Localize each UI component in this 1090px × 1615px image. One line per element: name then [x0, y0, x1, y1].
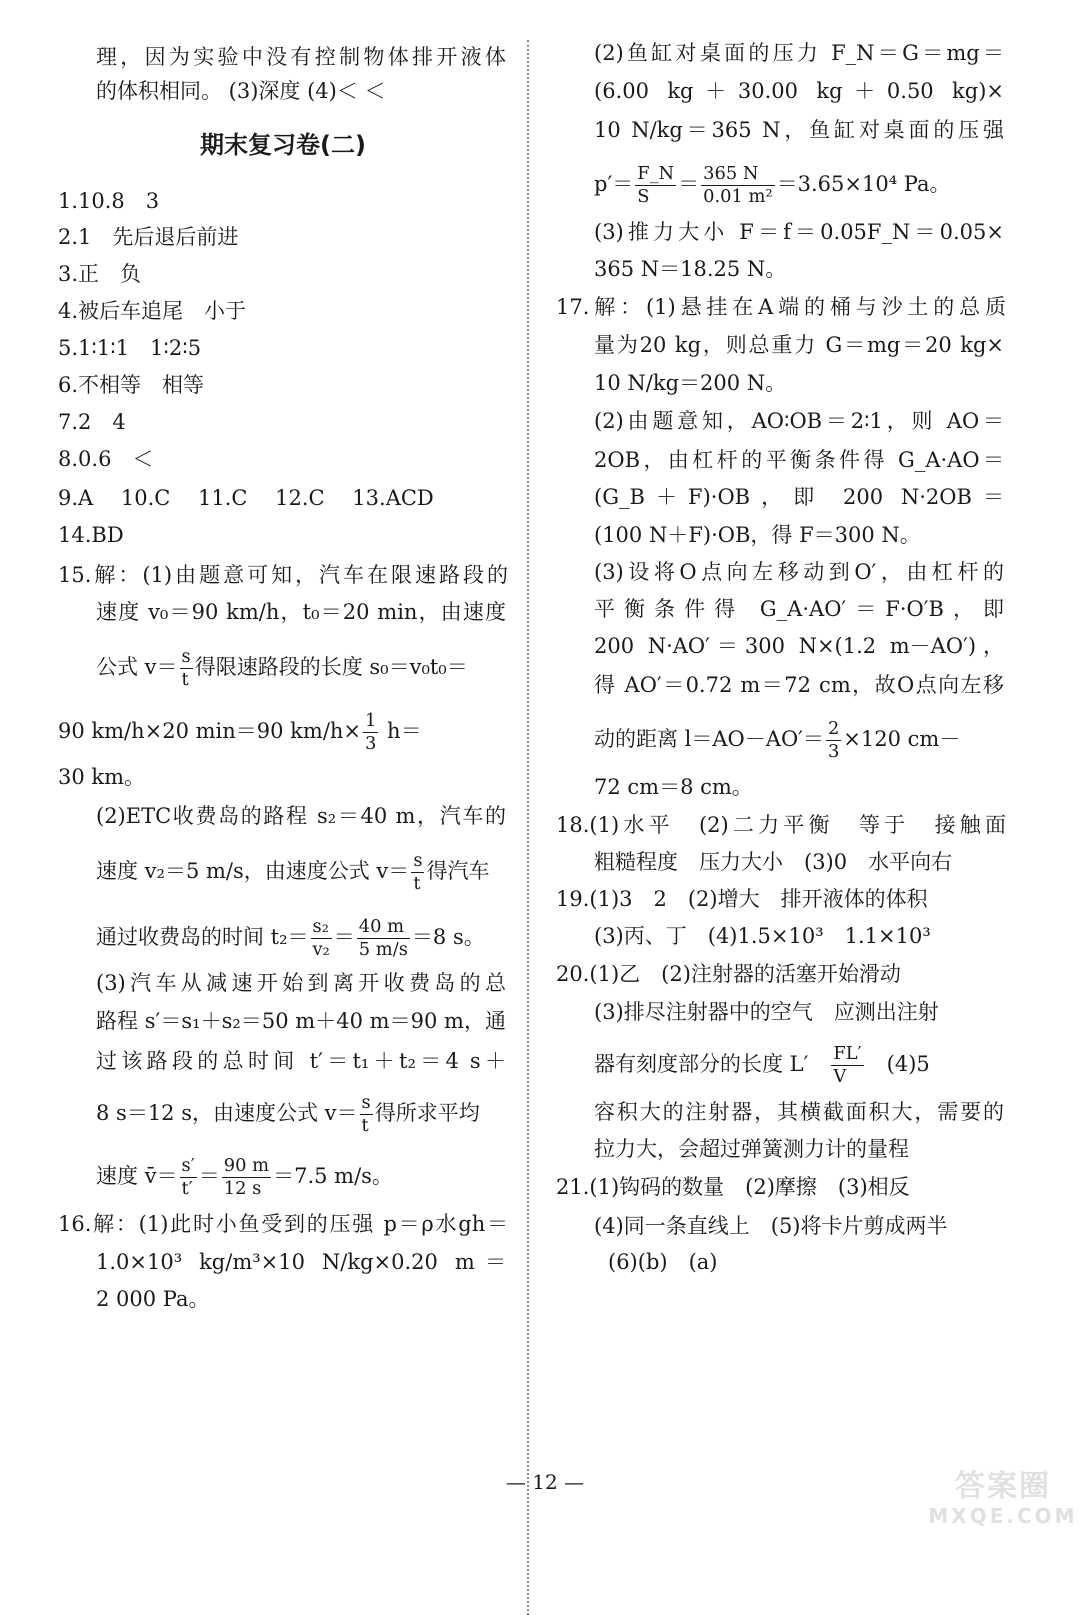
q20-line: 器有刻度部分的长度 L′ $\frac{FL'}{V}$ (4)5 [594, 1043, 930, 1087]
q17-line: 得 AO′＝0.72 m＝72 cm，故O点向左移 [594, 673, 1004, 697]
q19-line: 19.(1)3 2 (2)增大 排开液体的体积 [556, 887, 928, 911]
q15-line: 速度 v₀＝90 km/h，t₀＝20 min，由速度 [96, 600, 506, 624]
q15-line: 速度 v̄＝ $\frac{s'}{t'}$ ＝ $\frac{90 m}{12 s}$ ＝7.5 m/s。 [96, 1155, 393, 1199]
q17-line: (G_B＋F)·OB，即 200 N·2OB＝ [594, 485, 1004, 509]
q19-line: (3)丙、丁 (4)1.5×10³ 1.1×10³ [594, 924, 931, 948]
q21-line: (4)同一条直线上 (5)将卡片剪成两半 [594, 1214, 948, 1238]
q17-line: 平衡条件得 G_A·AO′＝F·O′B，即 [594, 597, 1004, 621]
intro-line: 的体积相同。 (3)深度 (4)＜ ＜ [96, 79, 386, 103]
fraction: $\frac{\text{s₂}}{\text{v₂}}$ [312, 916, 330, 960]
q15-line: (3)汽车从减速开始到离开收费岛的总 [96, 971, 506, 995]
q15-line: 90 km/h×20 min＝90 km/h× $\frac{1}{3}$ h＝ [58, 710, 422, 754]
fraction: $\frac{40 m}{5 m/s}$ [358, 916, 408, 960]
answer-line: 2.1 先后退后前进 [58, 225, 239, 249]
q17-line: 2OB，由杠杆的平衡条件得 G_A·AO＝ [594, 448, 1004, 472]
q15-line: 过该路段的总时间 t′＝t₁＋t₂＝4 s＋ [96, 1049, 506, 1073]
fraction: $\frac{s}{t}$ [361, 1092, 371, 1136]
q16-line: (2)鱼缸对桌面的压力 F_N＝G＝mg＝ [594, 41, 1004, 65]
fraction: $\frac{1}{3}$ [365, 710, 377, 754]
q16-line: 10 N/kg＝365 N，鱼缸对桌面的压强 [594, 118, 1004, 142]
fraction: $\frac{2}{3}$ [827, 718, 840, 762]
q17-line: 量为20 kg，则总重力 G＝mg＝20 kg× [594, 333, 1004, 357]
fraction: $\frac{s}{t}$ [413, 850, 423, 894]
intro-line: 理，因为实验中没有控制物体排开液体 [96, 45, 506, 69]
q20-line: 拉力大，会超过弹簧测力计的量程 [594, 1137, 909, 1161]
q16-line: 365 N＝18.25 N。 [594, 257, 787, 281]
q15-line: 30 km。 [58, 765, 146, 789]
q16-line: p′＝ $\frac{F\_N}{S}$ ＝ $\frac{365 N}{\text{0.01 m²}}$ ＝3.65×10⁴ Pa。 [594, 163, 951, 207]
fraction: $\frac{s}{t}$ [181, 646, 191, 690]
q18-line: 18.(1)水平 (2)二力平衡 等于 接触面 [556, 813, 1006, 837]
q16-line: 2 000 Pa。 [96, 1287, 210, 1311]
watermark-url: MXQE.COM [928, 1504, 1078, 1528]
page-number: — 12 — [505, 1470, 585, 1494]
answer-line: 1.10.8 3 [58, 189, 160, 213]
fraction: $\frac{FL'}{V}$ [833, 1043, 862, 1087]
section-title: 期末复习卷(二) [200, 131, 366, 159]
q18-line: 粗糙程度 压力大小 (3)0 水平向右 [594, 850, 953, 874]
q15-line: (2)ETC收费岛的路程 s₂＝40 m，汽车的 [96, 804, 506, 828]
q15-line: 通过收费岛的时间 t₂＝ $\frac{\text{s₂}}{\text{v₂}}$ ＝ $\frac{40 m}{5 m/s}$ ＝8 s。 [96, 916, 485, 960]
answer-line: 8.0.6 ＜ [58, 447, 154, 471]
watermark-logo [928, 1470, 1078, 1532]
answer-line: 6.不相等 相等 [58, 373, 205, 397]
q15-line: 15.解：(1)由题意可知，汽车在限速路段的 [58, 563, 508, 587]
q16-line: (3)推力大小 F＝f＝0.05F_N＝0.05× [594, 220, 1004, 244]
q16-line: 1.0×10³ kg/m³×10 N/kg×0.20 m＝ [96, 1250, 506, 1274]
q17-line: (100 N＋F)·OB，得 F＝300 N。 [594, 523, 921, 547]
q17-line: 10 N/kg＝200 N。 [594, 371, 787, 395]
answer-line: 7.2 4 [58, 410, 126, 434]
q17-line: (2)由题意知，AO∶OB＝2∶1，则 AO＝ [594, 409, 1004, 433]
answer-line: 4.被后车追尾 小于 [58, 299, 247, 323]
answer-line: 14.BD [58, 523, 124, 547]
q17-line: 72 cm＝8 cm。 [594, 775, 753, 799]
answer-line: 5.1∶1∶1 1∶2∶5 [58, 336, 202, 360]
q15-line: 速度 v₂＝5 m/s，由速度公式 v＝ $\frac{s}{t}$ 得汽车 [96, 850, 490, 894]
q21-line: (6)(b) (a) [608, 1250, 718, 1274]
q16-line: 16.解：(1)此时小鱼受到的压强 p＝ρ水gh＝ [58, 1212, 508, 1236]
q20-line: 20.(1)乙 (2)注射器的活塞开始滑动 [556, 962, 901, 986]
q17-line: 动的距离 l＝AO－AO′＝ $\frac{2}{3}$ ×120 cm－ [594, 718, 961, 762]
answer-line: 3.正 负 [58, 262, 142, 286]
answer-line: 9.A 10.C 11.C 12.C 13.ACD [58, 486, 434, 510]
q16-line: (6.00 kg＋30.00 kg＋0.50 kg)× [594, 79, 1004, 103]
q20-line: 容积大的注射器，其横截面积大，需要的 [594, 1100, 1004, 1124]
q17-line: 200 N·AO′＝300 N×(1.2 m－AO′)， [594, 634, 1004, 658]
column-divider [527, 40, 529, 1615]
q15-line: 8 s＝12 s，由速度公式 v＝ $\frac{s}{t}$ 得所求平均 [96, 1092, 480, 1136]
watermark-text: 答案圈 [955, 1469, 1051, 1504]
q15-line: 路程 s′＝s₁＋s₂＝50 m＋40 m＝90 m，通 [96, 1009, 506, 1033]
q21-line: 21.(1)钩码的数量 (2)摩擦 (3)相反 [556, 1175, 910, 1199]
fraction: $\frac{s'}{t'}$ [181, 1155, 195, 1199]
fraction: $\frac{90 m}{12 s}$ [223, 1155, 270, 1199]
q15-line: 公式 v＝ $\frac{s}{t}$ 得限速路段的长度 s₀＝v₀t₀＝ [96, 646, 468, 690]
q17-line: 17.解：(1)悬挂在A端的桶与沙土的总质 [556, 295, 1006, 319]
fraction: $\frac{365 N}{\text{0.01 m²}}$ [703, 163, 773, 207]
q17-line: (3)设将O点向左移动到O′，由杠杆的 [594, 560, 1004, 584]
q20-line: (3)排尽注射器中的空气 应测出注射 [594, 1000, 939, 1024]
fraction: $\frac{F\_N}{S}$ [637, 163, 675, 207]
